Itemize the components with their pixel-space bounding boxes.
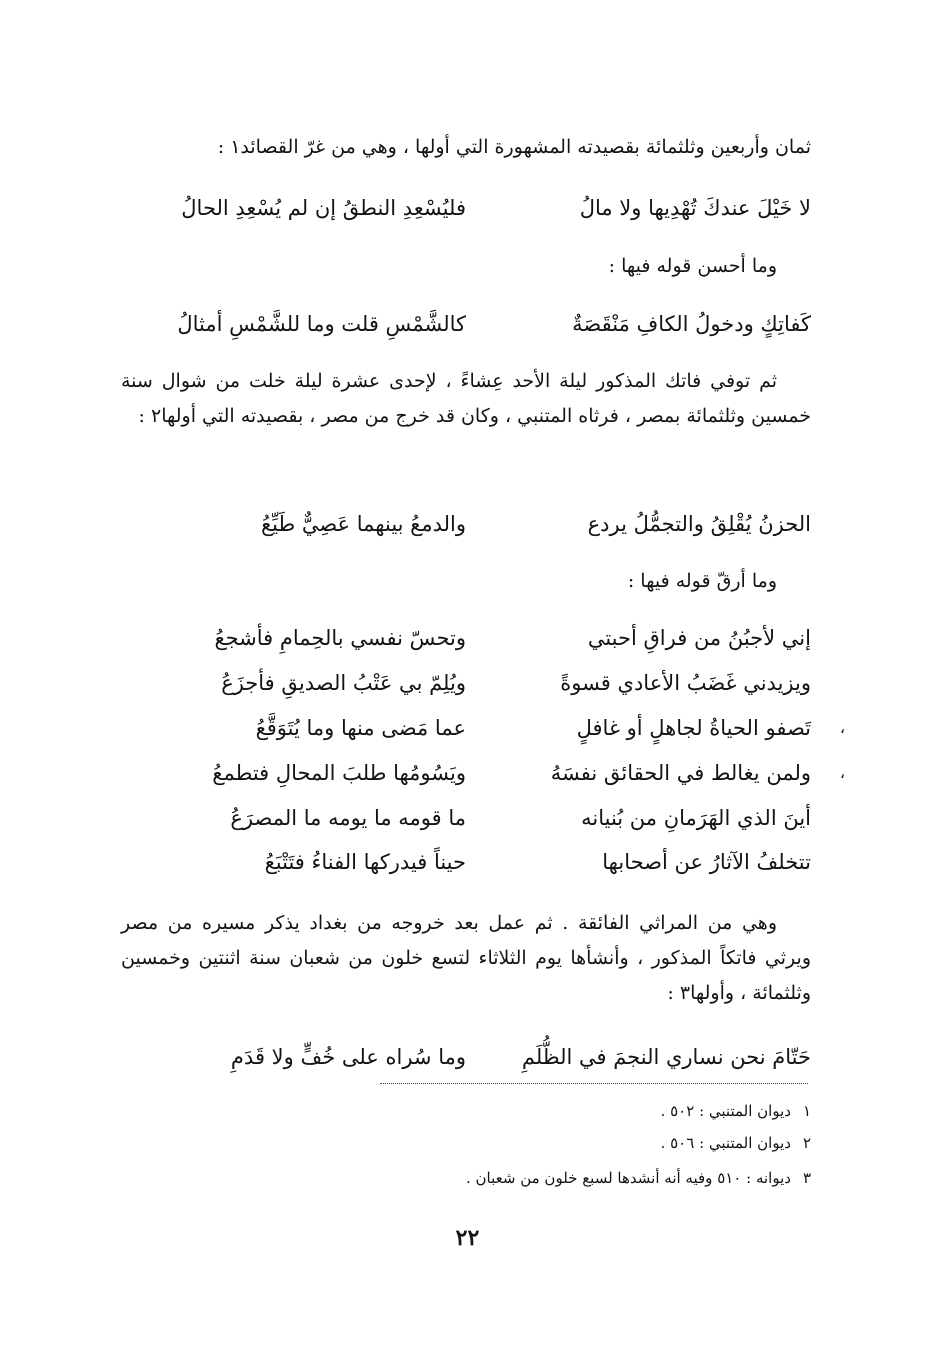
elegy-verse: [121, 661, 811, 705]
verse-second-hemistich: ما قومه ما يومه ما المصرَعُ: [230, 806, 466, 830]
verse-first-hemistich: تَصفو الحياةُ لجاهلٍ أو غافلٍ: [576, 716, 811, 740]
verse-second-hemistich: حيناً فيدركها الفناءُ فتَتْبَعُ: [264, 850, 466, 874]
footnote-number: ٣: [802, 1169, 811, 1187]
verse-margin-mark: ،: [839, 763, 845, 782]
footnote-number: ١: [802, 1102, 811, 1120]
footnote: [121, 1128, 811, 1158]
paragraph-death-of-fatik: ثم توفي فاتك المذكور ليلة الأحد عِشاءً ، لإحدى عشرة ليلة خلت من شوال سنة خمسين وثلثمائة بمصر ، فرثاه المتنبي ، وكان قد خرج من مصر ، بقصيدته التي أولها٢ :: [121, 370, 811, 427]
elegy-verse: [121, 751, 845, 795]
footnote: [121, 1096, 811, 1126]
paragraph-later-poem: وهي من المراثي الفائقة . ثم عمل بعد خروجه من بغداد يذكر مسيره من مصر ويرثي فاتكاً المذكور ، وأنشأها يوم الثلاثاء لتسع خلون من شعبان سنة اثنتين وخمسين وثلثمائة ، وأولها٣ :: [121, 912, 811, 1004]
elegy-verse: [121, 840, 811, 884]
verse-second-hemistich: عما مَضى منها وما يُتَوَقَّعُ: [255, 716, 466, 740]
verse-second-hemistich: فليُسْعِدِ النطقُ إن لم يُسْعِدِ الحالُ: [181, 196, 466, 220]
paragraph-intro: ثمان وأربعين وثلثمائة بقصيدته المشهورة التي أولها ، وهي من غرّ القصائد١ :: [217, 136, 811, 158]
verse-first-hemistich: تتخلفُ الآثارُ عن أصحابها: [602, 850, 811, 874]
footnote-text: ديوان المتنبي : ٥٠٦ .: [660, 1134, 791, 1152]
footnote-text: ديوان المتنبي : ٥٠٢ .: [660, 1102, 791, 1120]
footnote: [121, 1163, 811, 1193]
footnote-divider: [380, 1083, 808, 1084]
paragraph-quote-intro-2: وما أرقّ قوله فيها :: [627, 570, 777, 592]
verse-first-hemistich: ويزيدني غَضَبُ الأعادي قسوةً: [560, 671, 811, 695]
verse-opening: [121, 186, 811, 230]
verse-first-hemistich: لا خَيْلَ عندكَ تُهْدِيها ولا مالُ: [579, 196, 811, 220]
verse-second-hemistich: كالشَّمْسِ قلت وما للشَّمْسِ أمثالُ: [177, 312, 466, 336]
verse-elegy-opening: [121, 502, 811, 546]
verse-margin-mark: ،: [839, 718, 845, 737]
elegy-verse: [121, 706, 845, 750]
footnote-number: ٢: [802, 1134, 811, 1152]
verse-first-hemistich: حَتّامَ نحن نساري النجمَ في الظُّلَمِ: [521, 1045, 811, 1069]
verse-kafatik: [121, 302, 811, 346]
verse-hattam: [121, 1035, 811, 1079]
verse-second-hemistich: وما سُراه على خُفٍّ ولا قَدَمِ: [230, 1045, 466, 1069]
elegy-verse: [121, 616, 811, 660]
paragraph-quote-intro: وما أحسن قوله فيها :: [608, 255, 777, 277]
verse-second-hemistich: ويَسُومُها طلبَ المحالِ فتطمعُ: [212, 761, 466, 785]
verse-first-hemistich: ولمن يغالط في الحقائق نفسَهُ: [550, 761, 811, 785]
verse-first-hemistich: إني لأجبُنُ من فراقِ أحبتي: [587, 626, 811, 650]
elegy-verse: [121, 796, 811, 840]
verse-first-hemistich: كَفاتِكٍ ودخولُ الكافِ مَنْقَصَةٌ: [572, 312, 811, 336]
footnote-text: ديوانه : ٥١٠ وفيه أنه أنشدها لسبع خلون من شعبان .: [465, 1169, 791, 1187]
verse-second-hemistich: والدمعُ بينهما عَصِيٌّ طَيِّعُ: [260, 512, 466, 536]
verse-first-hemistich: الحزنُ يُقْلِقُ والتجمُّلُ يردع: [587, 512, 811, 536]
verse-first-hemistich: أينَ الذي الهَرَمانِ من بُنيانه: [581, 806, 811, 830]
verse-second-hemistich: وتحسّ نفسي بالحِمامِ فأشجعُ: [214, 626, 466, 650]
page-number: ٢٢: [455, 1225, 480, 1251]
verse-second-hemistich: ويُلِمّ بي عَتْبُ الصديقِ فأجزَعُ: [221, 671, 466, 695]
